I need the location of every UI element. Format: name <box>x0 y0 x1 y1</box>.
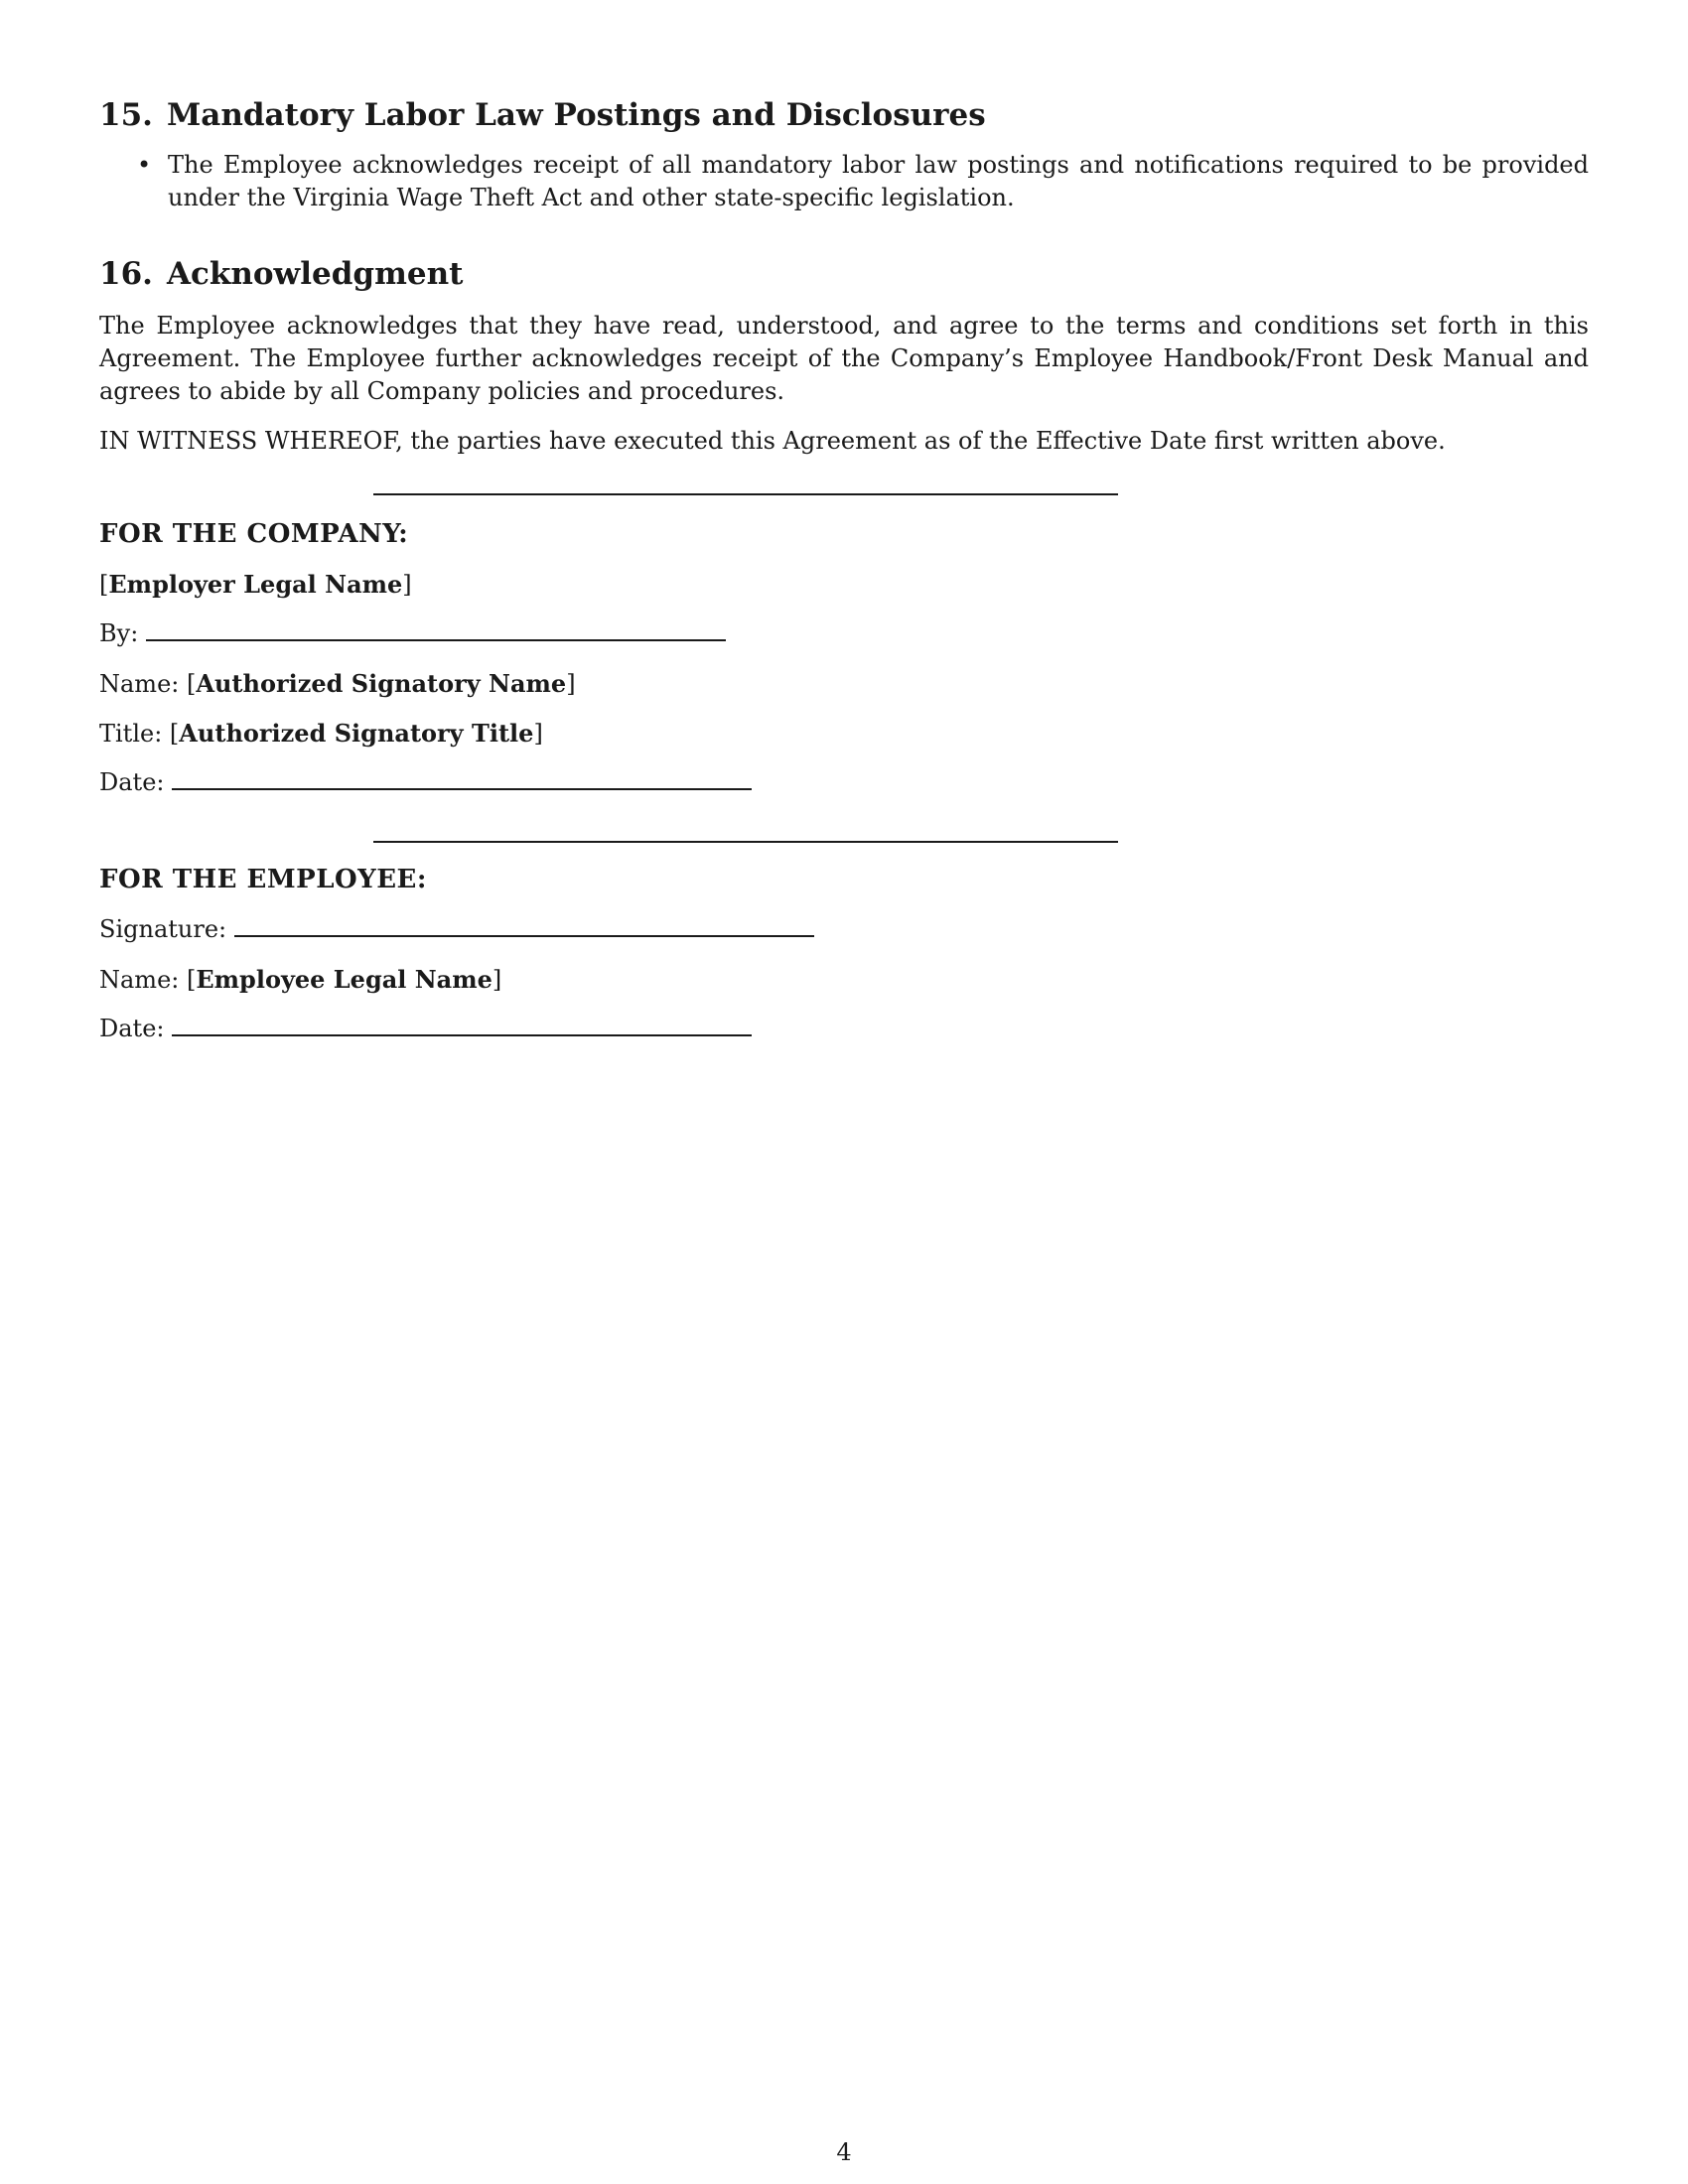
section-number: 15. <box>99 97 153 133</box>
by-label: By: <box>99 619 139 647</box>
name-label: Name: <box>99 670 180 698</box>
date-label: Date: <box>99 768 165 796</box>
employee-date-line <box>99 1013 1589 1062</box>
employer-legal-name: Employer Legal Name <box>108 570 403 599</box>
employee-date-blank[interactable] <box>172 1015 752 1036</box>
document-page <box>99 91 1589 458</box>
section-number: 16. <box>99 256 153 292</box>
page-number: 4 <box>836 2138 852 2166</box>
company-block-heading: FOR THE COMPANY: <box>99 519 409 549</box>
authorized-signatory-name: Authorized Signatory Name <box>196 669 567 698</box>
employer-name-line: [Employer Legal Name] <box>99 570 412 599</box>
acknowledgment-paragraph: The Employee acknowledges that they have read, understood, and agree to the terms and conditions set forth in this Agreement. The Employee further acknowledges receipt of the Company’s Employee Handbook/Front Desk Manual and agrees to abide by all Company policies and procedures. <box>99 312 1589 405</box>
bullet-item: • The Employee acknowledges receipt of all mandatory labor law postings and notifications required to be provided under the Virginia Wage Theft Act and other state-specific legislation. <box>99 149 1589 214</box>
company-name-line: Name: [Authorized Signatory Name] <box>99 669 576 698</box>
signature-label: Signature: <box>99 915 227 943</box>
employee-signature-block <box>99 864 1589 1062</box>
witness-paragraph: IN WITNESS WHEREOF, the parties have executed this Agreement as of the Effective Date first written above. <box>99 427 1446 455</box>
section-heading-16 <box>99 250 1589 298</box>
section-title: Acknowledgment <box>166 256 464 292</box>
authorized-signatory-title: Authorized Signatory Title <box>179 719 534 748</box>
employee-block-heading: FOR THE EMPLOYEE: <box>99 865 427 894</box>
employee-name-line: Name: [Employee Legal Name] <box>99 965 502 994</box>
section-heading-15 <box>99 91 1589 139</box>
company-by-line <box>99 617 1589 667</box>
company-date-line <box>99 766 1589 816</box>
name-label: Name: <box>99 966 180 994</box>
company-signature-blank[interactable] <box>146 619 726 641</box>
company-title-line: Title: [Authorized Signatory Title] <box>99 719 543 748</box>
date-label: Date: <box>99 1015 165 1042</box>
employee-signature-line <box>99 913 1589 963</box>
employee-divider-line <box>373 841 1118 843</box>
company-divider-line <box>373 493 1118 495</box>
section-15-bullet-list <box>99 149 1589 214</box>
employee-signature-blank[interactable] <box>234 915 814 937</box>
employee-legal-name: Employee Legal Name <box>196 965 492 994</box>
company-signature-block <box>99 518 1589 816</box>
section-title: Mandatory Labor Law Postings and Disclosures <box>166 97 986 133</box>
company-date-blank[interactable] <box>172 768 752 790</box>
title-label: Title: <box>99 720 163 748</box>
